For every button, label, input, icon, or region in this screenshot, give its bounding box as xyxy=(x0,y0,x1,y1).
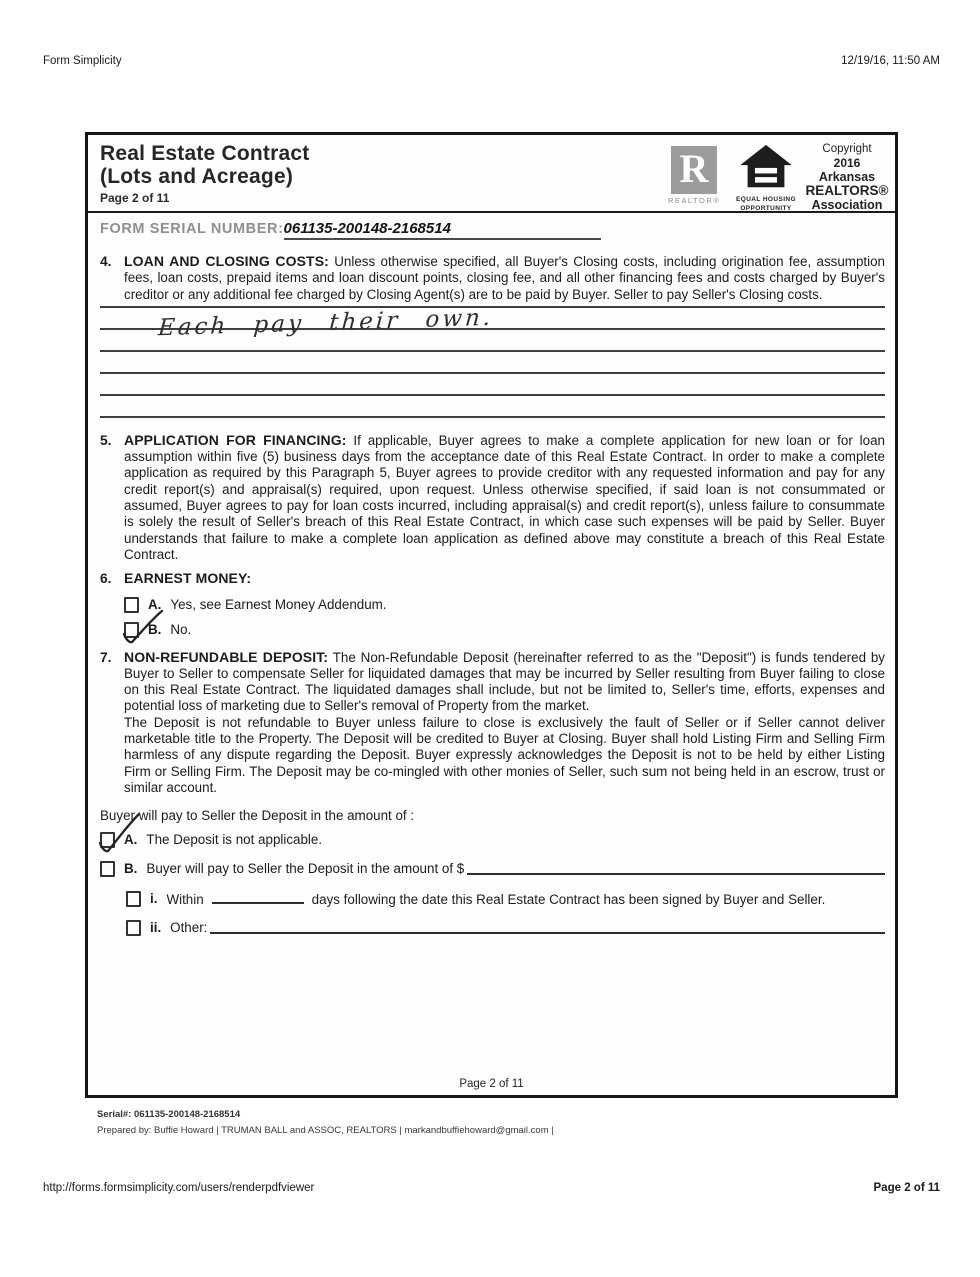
equal-housing-logo xyxy=(734,144,798,212)
section-4-paragraph xyxy=(100,253,885,303)
section-5-heading: APPLICATION FOR FINANCING: xyxy=(124,431,347,448)
viewer-page-indicator: Page 2 of 11 xyxy=(873,1182,940,1194)
section-7-paragraph-2: The Deposit is not refundable to Buyer unless failure to close is exclusively the fault of Seller or if Seller cannot deliver marketable title to the Property. The Deposit will be credited to Buyer at Closing. Buyer shall hold Listing Firm and Selling Firm harmless of any dispute regarding the Deposit. Buyer expressly acknowledges the Deposit is not to be held by either Listing Firm or Selling Firm. The Deposit may be co-mingled with other monies of Seller, such sum not being held in an escrow, trust or similar account. xyxy=(124,714,885,795)
deposit-sub-ii-row xyxy=(100,920,885,936)
deposit-option-b-text: Buyer will pay to Seller the Deposit in the amount of $ xyxy=(146,861,465,877)
section-7-body-1: The Non-Refundable Deposit (hereinafter referred to as the "Deposit") is funds tendered by Buyer to Seller to compensate Seller for liquidated damages that may be incurred by Seller resulting from Buyer failing to close on this Real Estate Contract. The liquidated damages shall include, but not be limited to, Seller's time, efforts, expenses and potential loss of marketing due to Seller's removal of Property from the market. xyxy=(124,649,886,714)
closing-costs-writing-area[interactable] xyxy=(100,306,885,418)
earnest-money-option-a-text: Yes, see Earnest Money Addendum. xyxy=(170,596,387,612)
deposit-sub-i-after: days following the date this Real Estate Contract has been signed by Buyer and Seller. xyxy=(311,892,826,908)
contract-page xyxy=(85,132,898,1098)
meta-prepared-line: Prepared by: Buffie Howard | TRUMAN BALL and ASSOC, REALTORS | markandbuffiehoward@gmail.com | xyxy=(97,1125,554,1136)
document-page-footer: Page 2 of 11 xyxy=(459,1078,524,1090)
form-title-line2: (Lots and Acreage) xyxy=(100,165,294,188)
deposit-option-a-checkbox[interactable] xyxy=(100,832,115,848)
section-6-heading: EARNEST MONEY: xyxy=(124,570,252,587)
equal-housing-caption-2: OPPORTUNITY xyxy=(740,204,792,212)
form-page-label: Page 2 of 11 xyxy=(100,191,170,205)
section-4-heading: LOAN AND CLOSING COSTS: xyxy=(124,253,329,269)
earnest-money-option-b-row xyxy=(100,622,885,638)
section-6-heading-row xyxy=(100,570,885,587)
deposit-sub-ii-text: Other: xyxy=(170,920,208,936)
earnest-money-option-b-checkbox[interactable] xyxy=(124,622,139,638)
equal-housing-caption-1: EQUAL HOUSING xyxy=(736,196,796,203)
earnest-money-option-a-row xyxy=(100,597,885,613)
serial-number-value: 061135-200148-2168514 xyxy=(284,220,601,240)
earnest-money-option-a-checkbox[interactable] xyxy=(124,597,139,613)
deposit-other-field[interactable] xyxy=(210,920,885,934)
viewer-source-url: http://forms.formsimplicity.com/users/renderpdfviewer xyxy=(43,1182,315,1194)
deposit-sub-i-row xyxy=(100,891,885,908)
copyright-line: Copyright xyxy=(822,143,872,155)
form-title-line1: Real Estate Contract xyxy=(100,142,310,165)
deposit-sub-ii-checkbox[interactable] xyxy=(126,920,141,936)
deposit-option-a-label: A. xyxy=(124,832,138,848)
earnest-money-option-b-text: No. xyxy=(170,621,192,637)
realtor-logo xyxy=(668,146,720,205)
section-5-body: If applicable, Buyer agrees to make a complete application for new loan or for loan assumption within five (5) business days from the acceptance date of this Real Estate Contract. In order to make a complete application as required by this Paragraph 5, Buyer agrees to provide creditor with any requested information and pay for any credit report(s) and appraisal(s) required, upon request. Unless otherwise specified, if said loan is not consummated or assumed, Buyer agrees to pay for loan costs incurred, including appraisal(s) and credit report(s), unless failure to consummate is solely the result of Seller's breach of this Real Estate Contract, in which case such expenses will be paid by Seller. Buyer understands that failure to make a complete loan application as defined above may constitute a breach of this Real Estate Contract. xyxy=(124,432,885,562)
deposit-option-b-checkbox[interactable] xyxy=(100,861,115,877)
deposit-sub-i-before: Within xyxy=(166,892,204,908)
writing-line[interactable] xyxy=(100,396,885,418)
deposit-sub-ii-label: ii. xyxy=(150,920,162,936)
deposit-option-b-row xyxy=(100,861,885,877)
section-6-number: 6. xyxy=(100,571,112,587)
writing-line[interactable] xyxy=(100,374,885,396)
deposit-option-b-label: B. xyxy=(124,861,138,877)
section-4-body: Unless otherwise specified, all Buyer's Closing costs, including origination fee, assumption fees, loan costs, prepaid items and loan discount points, closing fee, and all other financing fees and costs charged by Buyer's creditor or any additional fee charged by Closing Agent(s) are to be paid by Buyer. Seller to pay Seller's Closing costs. xyxy=(124,254,885,302)
deposit-amount-field[interactable] xyxy=(467,861,885,875)
copyright-block xyxy=(802,142,892,212)
handwriting-note: Each pay their own. xyxy=(157,304,495,342)
realtor-caption: REALTOR® xyxy=(668,196,721,205)
deposit-sub-i-text xyxy=(166,891,885,908)
section-4-number: 4. xyxy=(100,254,112,269)
serial-label: FORM SERIAL NUMBER: xyxy=(100,221,284,237)
deposit-option-a-row xyxy=(100,832,885,848)
realtor-r-icon: R xyxy=(671,146,717,194)
copyright-year: 2016 xyxy=(833,156,861,170)
deposit-sub-i-label: i. xyxy=(150,891,158,907)
deposit-sub-i-checkbox[interactable] xyxy=(126,891,141,907)
earnest-money-option-b-label: B. xyxy=(148,621,162,637)
equal-housing-house-icon xyxy=(738,144,794,190)
deposit-payline: Buyer will pay to Seller the Deposit in the amount of : xyxy=(100,808,415,824)
title-block xyxy=(88,135,895,213)
meta-serial-line: Serial#: 061135-200148-2168514 xyxy=(97,1109,241,1120)
viewer-app-title: Form Simplicity xyxy=(43,55,122,67)
section-5-number: 5. xyxy=(100,432,112,448)
deposit-days-field[interactable] xyxy=(212,891,304,904)
section-7-heading: NON-REFUNDABLE DEPOSIT: xyxy=(124,648,329,665)
copyright-org-1: REALTORS® xyxy=(805,183,889,198)
serial-row xyxy=(88,213,895,237)
section-7-number: 7. xyxy=(100,649,112,665)
contract-body xyxy=(100,253,885,936)
deposit-option-a-text: The Deposit is not applicable. xyxy=(146,832,323,848)
writing-line[interactable] xyxy=(100,352,885,374)
section-5-paragraph xyxy=(100,432,885,563)
copyright-state: Arkansas xyxy=(818,170,876,184)
earnest-money-option-a-label: A. xyxy=(148,596,162,612)
viewer-timestamp: 12/19/16, 11:50 AM xyxy=(841,55,940,67)
copyright-org-2: Association xyxy=(811,198,883,212)
section-7-paragraph-1 xyxy=(100,649,885,715)
